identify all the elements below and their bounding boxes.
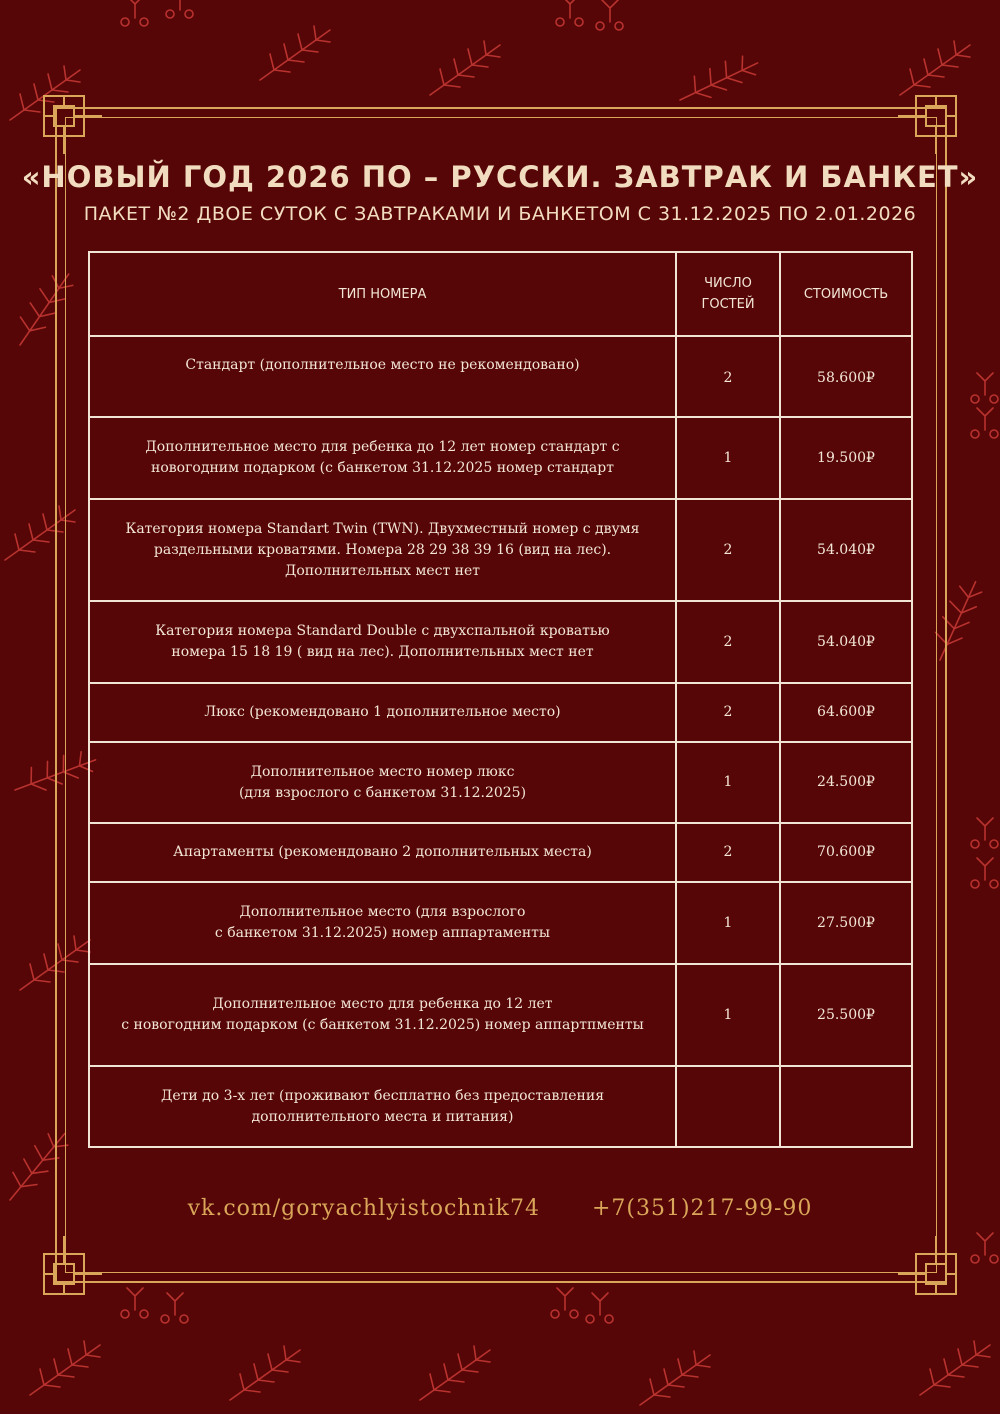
price-cell: 19.500₽ xyxy=(780,417,912,499)
room-type-cell xyxy=(89,742,676,823)
room-type-cell xyxy=(89,964,676,1066)
guests-cell: 2 xyxy=(676,499,780,601)
room-type-line: Категория номера Standard Double с двухспальной кроватью xyxy=(155,623,610,639)
room-type-line: раздельными кроватями. Номера 28 29 38 39 16 (вид на лес). xyxy=(153,541,612,558)
phone-number[interactable]: +7(351)217-99-90 xyxy=(591,1196,813,1221)
room-type-line: Дети до 3-х лет (проживают бесплатно без предоставления xyxy=(160,1087,605,1104)
page-title: «НОВЫЙ ГОД 2026 ПО – РУССКИ. ЗАВТРАК И БАНКЕТ» xyxy=(21,160,979,194)
corner-ornament-top-left xyxy=(40,92,102,154)
room-type-line: Дополнительное место номер люкс xyxy=(250,763,515,780)
room-type-cell xyxy=(89,601,676,683)
header-room-type: ТИП НОМЕРА xyxy=(89,252,676,336)
guests-cell: 2 xyxy=(676,336,780,417)
header-guests-line1: ЧИСЛО xyxy=(704,276,752,291)
room-type-cell xyxy=(89,336,676,417)
price-table xyxy=(88,251,913,1148)
price-cell: 54.040₽ xyxy=(780,601,912,683)
header-guests-line2: ГОСТЕЙ xyxy=(701,297,755,312)
room-type-line: Стандарт (дополнительное место не рекомендовано) xyxy=(185,357,580,373)
room-type-line: (для взрослого с банкетом 31.12.2025) xyxy=(238,784,527,801)
table-row xyxy=(89,823,912,882)
room-type-line: Категория номера Standart Twin (TWN). Двухместный номер с двумя xyxy=(125,520,640,537)
room-type-cell xyxy=(89,1066,676,1147)
corner-ornament-bottom-left xyxy=(40,1236,102,1298)
price-cell: 25.500₽ xyxy=(780,964,912,1066)
vk-link[interactable]: vk.com/goryachlyistochnik74 xyxy=(187,1196,540,1221)
table-row xyxy=(89,336,912,417)
guests-cell: 1 xyxy=(676,964,780,1066)
room-type-line: новогодним подарком (с банкетом 31.12.2025 номер стандарт xyxy=(151,460,614,476)
room-type-cell xyxy=(89,683,676,742)
room-type-line: дополнительного места и питания) xyxy=(251,1108,514,1125)
price-cell: 27.500₽ xyxy=(780,882,912,964)
table-row xyxy=(89,964,912,1066)
room-type-line: Дополнительное место (для взрослого xyxy=(239,904,526,920)
corner-ornament-top-right xyxy=(898,92,960,154)
guests-cell: 1 xyxy=(676,742,780,823)
header-price: СТОИМОСТЬ xyxy=(780,252,912,336)
guests-cell: 1 xyxy=(676,417,780,499)
price-cell: 24.500₽ xyxy=(780,742,912,823)
table-row xyxy=(89,417,912,499)
table-row xyxy=(89,499,912,601)
room-type-cell xyxy=(89,882,676,964)
room-type-line: Апартаменты (рекомендовано 2 дополнительных места) xyxy=(173,844,592,860)
room-type-cell xyxy=(89,499,676,601)
room-type-line: Люкс (рекомендовано 1 дополнительное место) xyxy=(204,704,561,720)
corner-ornament-bottom-right xyxy=(898,1236,960,1298)
guests-cell xyxy=(676,1066,780,1147)
footer-contacts xyxy=(0,1196,1000,1221)
room-type-cell xyxy=(89,823,676,882)
room-type-line: Дополнительных мест нет xyxy=(284,562,481,579)
header-guests xyxy=(676,252,780,336)
page-subtitle: ПАКЕТ №2 ДВОЕ СУТОК С ЗАВТРАКАМИ И БАНКЕТОМ С 31.12.2025 ПО 2.01.2026 xyxy=(83,203,917,225)
table-row xyxy=(89,742,912,823)
table-header-row xyxy=(89,252,912,336)
guests-cell: 2 xyxy=(676,683,780,742)
room-type-line: с банкетом 31.12.2025) номер аппартаменты xyxy=(214,925,551,941)
room-type-cell xyxy=(89,417,676,499)
room-type-line: Дополнительное место для ребенка до 12 лет номер стандарт с xyxy=(145,439,620,455)
room-type-line: Дополнительное место для ребенка до 12 лет xyxy=(212,996,553,1012)
room-type-line: с новогодним подарком (с банкетом 31.12.2025) номер аппартпменты xyxy=(121,1017,644,1033)
guests-cell: 2 xyxy=(676,601,780,683)
table-row xyxy=(89,601,912,683)
table-row xyxy=(89,683,912,742)
room-type-line: номера 15 18 19 ( вид на лес). Дополнительных мест нет xyxy=(171,644,594,660)
price-cell: 58.600₽ xyxy=(780,336,912,417)
guests-cell: 1 xyxy=(676,882,780,964)
price-cell: 70.600₽ xyxy=(780,823,912,882)
price-cell: 64.600₽ xyxy=(780,683,912,742)
guests-cell: 2 xyxy=(676,823,780,882)
table-row xyxy=(89,1066,912,1147)
price-cell xyxy=(780,1066,912,1147)
price-cell: 54.040₽ xyxy=(780,499,912,601)
table-row xyxy=(89,882,912,964)
